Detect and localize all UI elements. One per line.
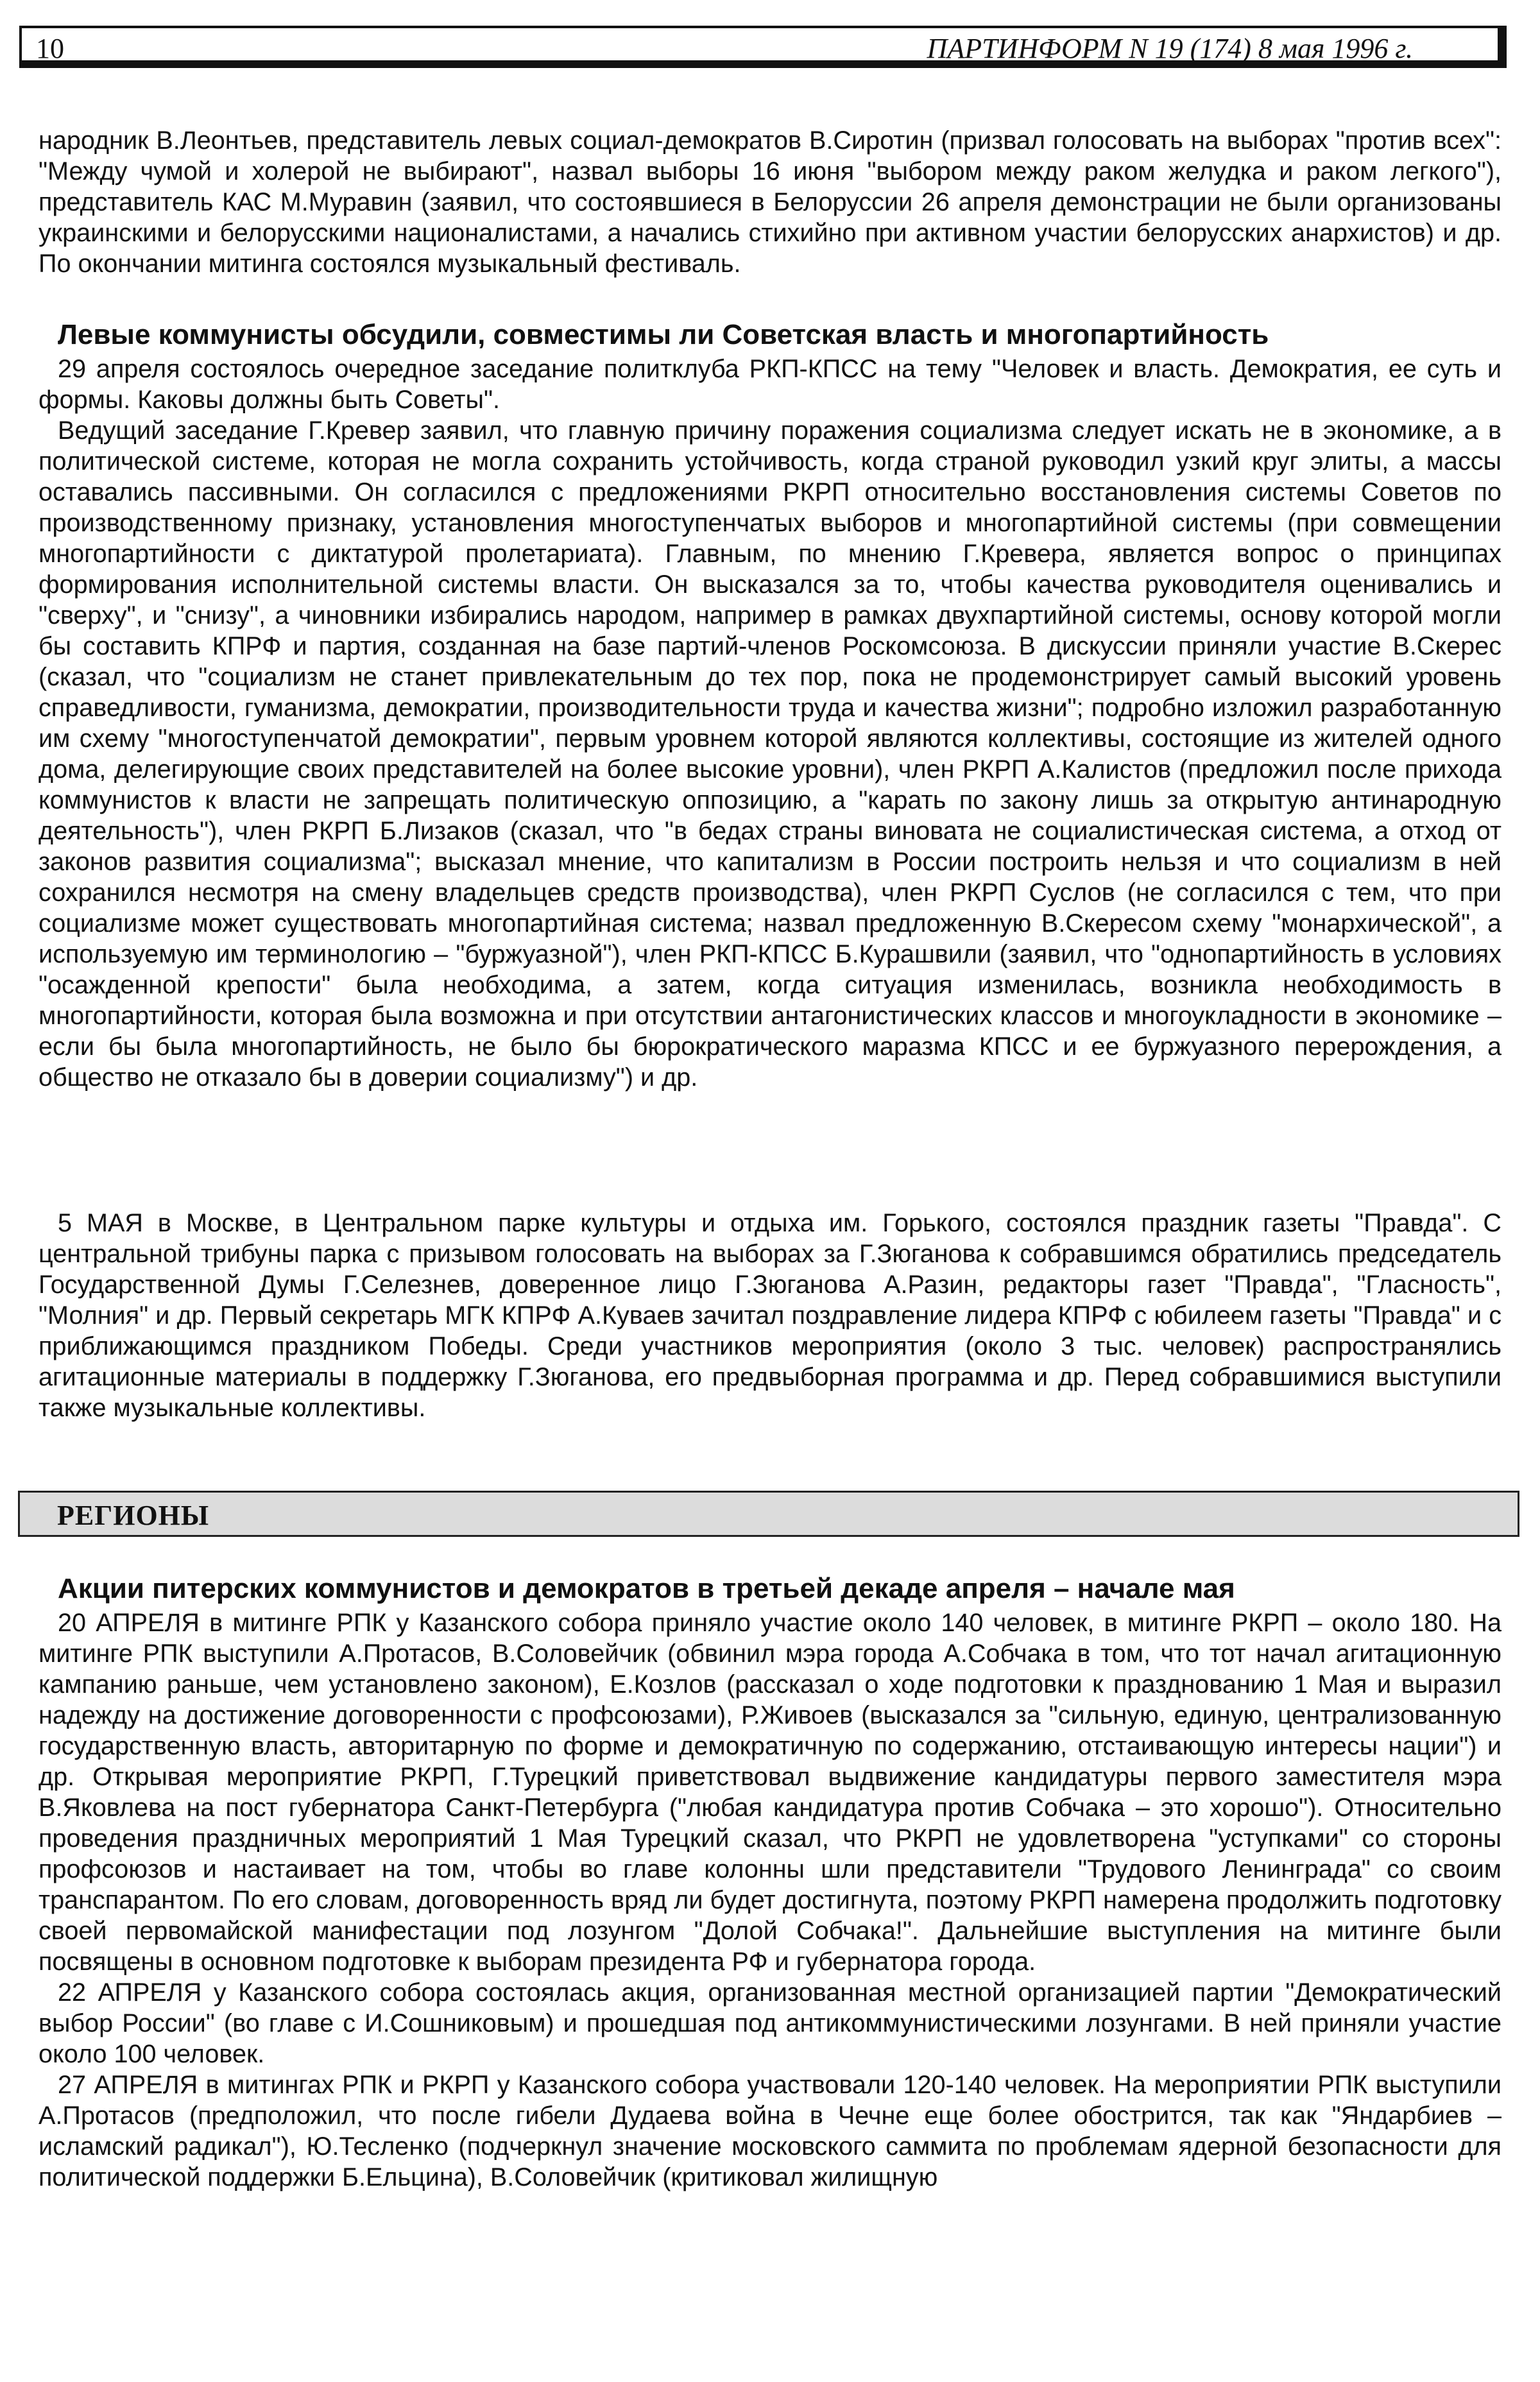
page-number: 10 (36, 33, 64, 64)
section-title: РЕГИОНЫ (57, 1500, 210, 1531)
article-2-paragraph: 20 АПРЕЛЯ в митинге РПК у Казанского собора приняло участие около 140 человек, в митинге РКРП – около 180. На митинге РПК выступили А.Протасов, В.Соловейчик (обвинил мэра города А.Собчака в том, что тот начал агитационную кампанию раньше, чем установлено законом), Е.Козлов (рассказал о ходе подготовки к празднованию 1 Мая и выразил надежду на достижение договоренности с профсоюзами), Р.Живоев (высказался за "сильную, единую, централизованную государственную власть, авторитарную по форме и демократичную по содержанию, отстаивающую интересы нации") и др. Открывая мероприятие РКРП, Г.Турецкий приветствовал выдвижение кандидатуры первого заместителя мэра В.Яковлева на пост губернатора Санкт-Петербурга ("любая кандидатура против Собчака – это хорошо"). Относительно проведения праздничных мероприятий 1 Мая Турецкий сказал, что РКРП не удовлетворена "уступками" со стороны профсоюзов и настаивает на том, чтобы во главе колонны шли представители "Трудового Ленинграда" со своим транспарантом. По его словам, договоренность вряд ли будет достигнута, поэтому РКРП намерена продолжить подготовку своей первомайской манифестации под лозунгом "Долой Собчака!". Дальнейшие выступления на митинге были посвящены в основном подготовке к выборам президента РФ и губернатора города. (38, 1609, 1502, 1976)
article-2-body (38, 1607, 1502, 2193)
article-1-body (38, 354, 1502, 1093)
may5-block (38, 1208, 1502, 1423)
article-2-paragraph: 22 АПРЕЛЯ у Казанского собора состоялась акция, организованная местной организацией партии "Демократический выбор России" (во главе с И.Сошниковым) и прошедшая под антикоммунистическими лозунгами. В ней приняли участие около 100 человек. (38, 1978, 1502, 2068)
article-2-paragraph: 27 АПРЕЛЯ в митингах РПК и РКРП у Казанского собора участвовали 120-140 человек. На мероприятии РПК выступили А.Протасов (предположил, что после гибели Дудаева война в Чечне еще более обострится, так как "Яндарбиев – исламский радикал"), Ю.Тесленко (подчеркнул значение московского саммита по проблемам ядерной безопасности для политической поддержки Б.Ельцина), В.Соловейчик (критиковал жилищную (38, 2071, 1502, 2191)
publication-title: ПАРТИНФОРМ N 19 (174) 8 мая 1996 г. (927, 33, 1413, 64)
article-1-title: Левые коммунисты обсудили, совместимы ли Советская власть и многопартийность (58, 319, 1269, 350)
may5-paragraph: 5 МАЯ в Москве, в Центральном парке культуры и отдыха им. Горького, состоялся праздник газеты "Правда". С центральной трибуны парка с призывом голосовать на выборах за Г.Зюганова к собравшимся обратились председатель Государственной Думы Г.Селезнев, доверенное лицо Г.Зюганова А.Разин, редакторы газет "Правда", "Гласность", "Молния" и др. Первый секретарь МГК КПРФ А.Куваев зачитал поздравление лидера КПРФ с юбилеем газеты "Правда" и с приближающимся праздником Победы. Среди участников мероприятия (около 3 тыс. человек) распространялись агитационные материалы в поддержку Г.Зюганова, его предвыборная программа и др. Перед собравшимися выступили также музыкальные коллективы. (38, 1209, 1502, 1422)
section-bar (18, 1491, 1519, 1537)
article-2-title: Акции питерских коммунистов и демократов в третьей декаде апреля – начале мая (58, 1573, 1235, 1604)
article-1-paragraph: 29 апреля состоялось очередное заседание политклуба РКП-КПСС на тему "Человек и власть. Демократия, ее суть и формы. Каковы должны быть Советы". (38, 355, 1502, 414)
intro-paragraph: народник В.Леонтьев, представитель левых социал-демократов В.Сиротин (призвал голосовать на выборах "против всех": "Между чумой и холерой не выбирают", назвал выборы 16 июня "выбором между раком желудка и раком легкого"), представитель КАС М.Муравин (заявил, что состоявшиеся в Белоруссии 26 апреля демонстрации не были организованы украинскими и белорусскими националистами, а начались стихийно при активном участии белорусских анархистов) и др. По окончании митинга состоялся музыкальный фестиваль. (38, 126, 1502, 278)
page-header (19, 26, 1507, 68)
article-1-paragraph: Ведущий заседание Г.Кревер заявил, что главную причину поражения социализма следует искать не в экономике, а в политической системе, которая не могла сохранить устойчивость, когда страной руководил узкий круг элиты, а массы оставались пассивными. Он согласился с предложениями РКРП относительно восстановления системы Советов по производственному признаку, установления многоступенчатых выборов и многопартийной системы (при совмещении многопартийности с диктатурой пролетариата). Главным, по мнению Г.Кревера, является вопрос о принципах формирования исполнительной системы власти. Он высказался за то, чтобы качества руководителя оценивались и "сверху", и "снизу", а чиновники избирались народом, например в рамках двухпартийной системы, основу которой могли бы составить КПРФ и партия, созданная на базе партий-членов Роскомсоюза. В дискуссии приняли участие В.Скерес (сказал, что "социализм не станет привлекательным до тех пор, пока не продемонстрирует самый высокий уровень справедливости, гуманизма, демократии, производительности труда и качества жизни"; подробно изложил разработанную им схему "многоступенчатой демократии", первым уровнем которой являются коллективы, состоящие из жителей одного дома, делегирующие своих представителей на более высокие уровни), член РКРП А.Калистов (предложил после прихода коммунистов к власти не запрещать политическую оппозицию, а "карать по закону лишь за открытую антинародную деятельность"), член РКРП Б.Лизаков (сказал, что "в бедах страны виновата не социалистическая система, а отход от законов развития социализма"; высказал мнение, что капитализм в России построить нельзя и что социализм в ней сохранился несмотря на смену владельцев средств производства), член РКРП Суслов (не согласился с тем, что при социализме может существовать многопартийная система; назвал предложенную В.Скересом схему "монархической", а используемую им терминологию – "буржуазной"), член РКП-КПСС Б.Курашвили (заявил, что "однопартийность в условиях "осажденной крепости" была необходима, а затем, когда ситуация изменилась, возникла необходимость в многопартийности, которая была возможна и при отсутствии антагонистических классов и многоукладности в экономике – если бы была многопартийность, не было бы бюрократического маразма КПСС и ее буржуазного перерождения, а общество не отказало бы в доверии социализму") и др. (38, 416, 1502, 1092)
intro-block (38, 125, 1502, 279)
